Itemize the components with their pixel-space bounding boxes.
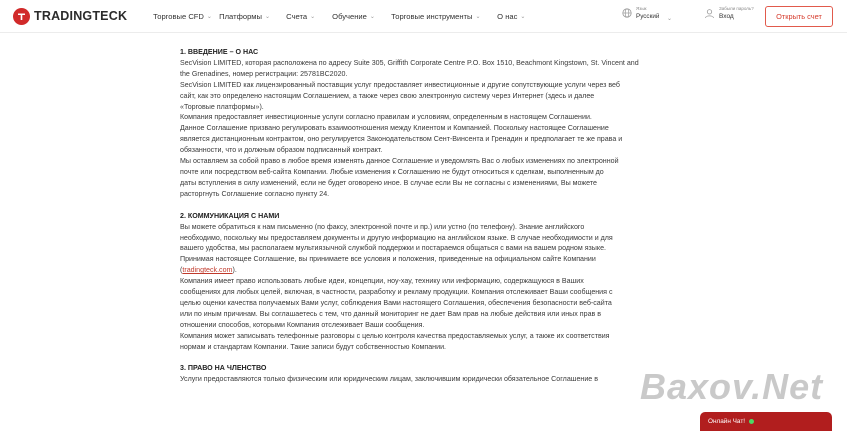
- nav-item-about[interactable]: [497, 12, 537, 21]
- chat-label: Онлайн Чат!: [708, 418, 746, 425]
- login-label: Вход: [719, 12, 734, 20]
- nav-item-label: Обучение: [332, 11, 367, 21]
- paragraph-line: Принимая настоящее Соглашение, вы принимаете все условия и положения, приведенные на официальном сайте Компании: [180, 255, 596, 264]
- paragraph-line: Мы оставляем за собой право в любое время изменять данное Соглашение и уведомлять Вас о любых изменениях по электронной: [180, 157, 619, 166]
- language-value: Русский: [636, 12, 660, 20]
- nav-item-label: Торговые CFD: [153, 11, 204, 21]
- paren-open: (: [180, 266, 183, 275]
- main-nav: [153, 12, 537, 21]
- paragraph-line: SecVision LIMITED, которая расположена по адресу Suite 305, Griffith Corporate Centre P.O. Box 1510, Beachmont Kingstown, St. Vincent and: [180, 58, 639, 67]
- nav-item-cfd[interactable]: [153, 12, 219, 21]
- forgot-password-link[interactable]: Забыли пароль?: [719, 6, 754, 11]
- paragraph-line: «Торговые платформы»).: [180, 102, 264, 111]
- paragraph-line: обязанности, что и должным образом подписанный контракт.: [180, 146, 383, 155]
- nav-item-label: Торговые инструменты: [391, 11, 473, 21]
- paragraph-line: или по иным причинам. Вы соглашаетесь с тем, что данный мониторинг не дает Вам прав на любые действия или иных прав в: [180, 309, 602, 318]
- paragraph-line: целью оценки качества получаемых Вами услуг, соблюдения Вами настоящего Соглашения, обеспечения безопасности веб-сайта: [180, 298, 612, 307]
- nav-item-platforms[interactable]: [219, 12, 286, 21]
- paragraph-line: нормам и стандартам Компании. Такие записи будут собственностью Компании.: [180, 342, 447, 351]
- chevron-down-icon: ⌄: [475, 13, 481, 20]
- login-link[interactable]: [704, 7, 754, 20]
- paragraph-line: Данное Соглашение призвано регулировать взаимоотношения между Клиентом и Компанией. Поскольку настоящее Соглашение: [180, 124, 609, 133]
- watermark: Baxov.Net: [640, 366, 824, 407]
- online-status-icon: [749, 419, 754, 424]
- site-header: [0, 0, 847, 33]
- chevron-down-icon: ⌄: [520, 13, 526, 20]
- paragraph-line: Услуги предоставляются только физическим или юридическим лицам, заключившим юридически обязательное Соглашение в: [180, 375, 598, 384]
- nav-item-education[interactable]: [332, 12, 391, 21]
- paragraph-line: Вы можете обратиться к нам письменно (по факсу, электронной почте и пр.) или устно (по телефону). Знание английского: [180, 222, 585, 231]
- paragraph-line: сайт, как это определено настоящим Соглашением, а также через свою электронную систему через Интернет (здесь и далее: [180, 91, 595, 100]
- chevron-down-icon: ⌄: [264, 13, 270, 20]
- paragraph-line: почте или посредством веб-сайта Компании. Любые изменения к Соглашению не будут относиться к сделкам, выполненным до: [180, 167, 604, 176]
- nav-item-label: Платформы: [219, 11, 262, 21]
- language-caption: Язык: [636, 6, 647, 11]
- nav-item-label: О нас: [497, 11, 518, 21]
- user-icon: [704, 8, 715, 19]
- paragraph-line: [180, 265, 670, 276]
- nav-item-trading-tools[interactable]: [391, 12, 497, 21]
- paragraph-line: расторгнуть Соглашение согласно пункту 24.: [180, 189, 330, 198]
- paragraph-line: сообщениях для любых целей, включая, в частности, разработку и рекламу продукции. Компания отслеживает Ваши сообщения с: [180, 288, 613, 297]
- chevron-down-icon: ⌄: [206, 13, 212, 20]
- paragraph-line: Компания предоставляет инвестиционные услуги согласно правилам и условиям, определенным в настоящем Соглашении.: [180, 113, 592, 122]
- company-site-link[interactable]: tradingteck.com: [182, 266, 233, 275]
- paragraph-line: необходимо, поскольку мы предоставляем документы и другую информацию на английском языке. В случае необходимости и для: [180, 233, 613, 242]
- language-selector[interactable]: [622, 6, 673, 22]
- paragraph-line: Компания может записывать телефонные разговоры с целью контроля качества предоставляемых услуг, а также их соответствия: [180, 331, 610, 340]
- chevron-down-icon: ⌄: [369, 13, 375, 20]
- paren-close: ).: [232, 266, 237, 275]
- open-account-button[interactable]: Открыть счет: [765, 6, 833, 27]
- paragraph-line: SecVision LIMITED как лицензированный поставщик услуг предоставляет инвестиционные и другие сопутствующие услуги через веб: [180, 80, 620, 89]
- agreement-document: [180, 47, 670, 385]
- nav-item-label: Счета: [286, 11, 308, 21]
- section-title: 2. КОММУНИКАЦИЯ С НАМИ: [180, 211, 280, 220]
- section-title: 3. ПРАВО НА ЧЛЕНСТВО: [180, 364, 267, 373]
- nav-item-accounts[interactable]: [286, 12, 332, 21]
- paragraph-line: даты вступления в силу изменений, если не будет оговорено иное. В случае если Вы не согласны с изменениями, Вы можете: [180, 178, 597, 187]
- globe-icon: [622, 8, 632, 18]
- tradingteck-logo-icon: [13, 8, 30, 25]
- chevron-down-icon: ⌄: [667, 16, 673, 22]
- paragraph-line: является дистанционным контрактом, оно регулируется Законодательством Сент-Винсента и Гренадин и предполагает те же права и: [180, 135, 623, 144]
- paragraph-line: Компания имеет право использовать любые идеи, концепции, ноу-хау, технику или информацию, содержащуюся в Ваших: [180, 277, 584, 286]
- paragraph-line: вашего удобства, мы располагаем мультиязычной службой поддержки и постараемся общаться с вами на вашем родном языке.: [180, 244, 607, 253]
- online-chat-button[interactable]: [700, 412, 832, 431]
- logo[interactable]: [13, 8, 127, 25]
- chevron-down-icon: ⌄: [310, 13, 316, 20]
- section-title: 1. ВВЕДЕНИЕ – О НАС: [180, 48, 259, 56]
- brand-name: TRADINGTECK: [34, 9, 128, 23]
- paragraph-line: the Grenadines, номер регистрации: 25781BC2020.: [180, 69, 348, 78]
- paragraph-line: отношении способов, которыми Компания отслеживает Ваши сообщения.: [180, 320, 425, 329]
